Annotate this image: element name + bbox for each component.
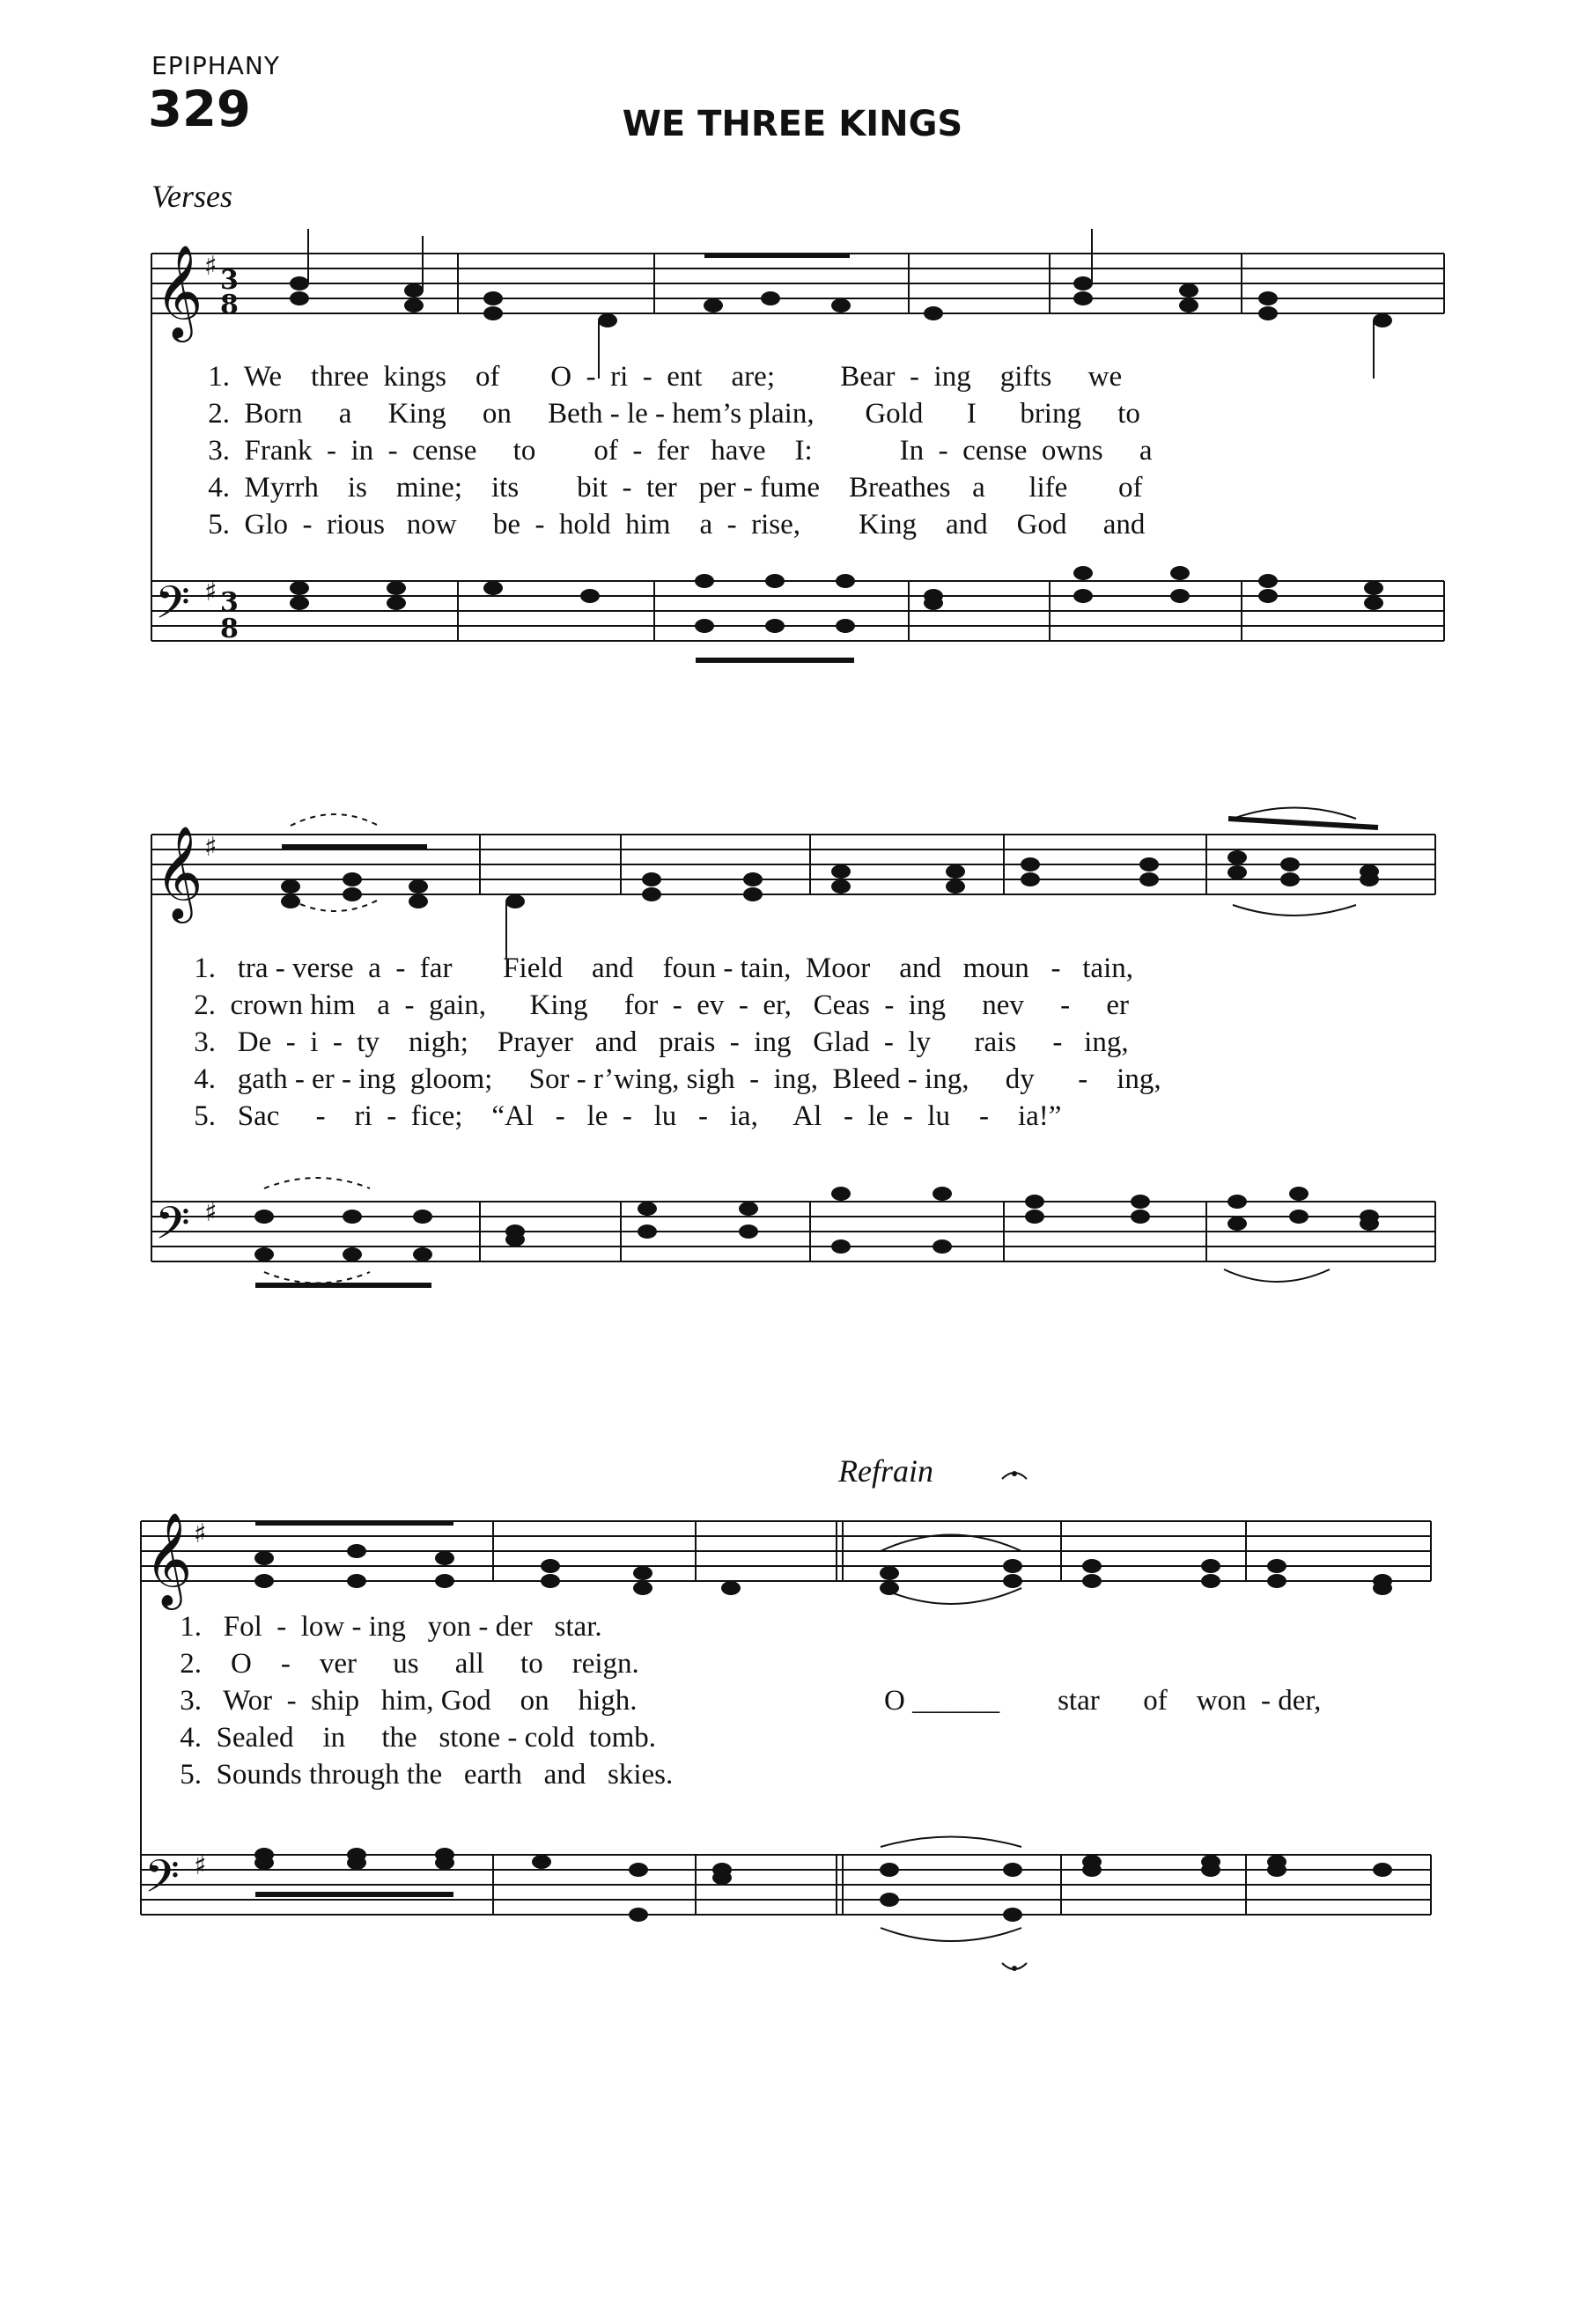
hymn-number: 329 <box>148 81 251 138</box>
svg-text:8: 8 <box>220 290 239 320</box>
svg-text:𝄞: 𝄞 <box>155 244 203 338</box>
svg-text:♯: ♯ <box>204 832 217 863</box>
verse-3-line-1: 3. Frank - in - cense to of - fer have I: In - cense owns a <box>201 435 1153 467</box>
svg-text:♯: ♯ <box>194 1850 207 1881</box>
svg-text:3: 3 <box>220 265 239 296</box>
refrain-heading: Refrain <box>838 1453 933 1489</box>
svg-text:𝄞: 𝄞 <box>144 1511 193 1606</box>
svg-text:8: 8 <box>220 614 239 644</box>
svg-text:♯: ♯ <box>204 251 217 282</box>
verse-4-line-1: 4. Myrrh is mine; its bit - ter per - fume Breathes a life of <box>201 472 1143 504</box>
svg-text:♯: ♯ <box>204 577 217 607</box>
refrain-line: O ______ star of won - der, <box>884 1685 1322 1717</box>
verse-2-line-1: 2. Born a King on Beth - le - hem’s plain, Gold I bring to <box>201 398 1140 430</box>
verse-5-line-1: 5. Glo - rious now be - hold him a - rise, King and God and <box>201 509 1146 541</box>
verse-1-line-1: 1. We three kings of O - ri - ent are; Bear - ing gifts we <box>201 361 1123 393</box>
svg-text:𝄢: 𝄢 <box>155 1196 190 1261</box>
verse-5-line-2: 5. Sac - ri - fice; “Al - le - lu - ia, Al - le - lu - ia!” <box>187 1100 1062 1132</box>
verses-heading: Verses <box>151 179 232 214</box>
verse-1-line-2: 1. tra - verse a - far Field and foun - tain, Moor and moun - tain, <box>187 952 1133 984</box>
verse-5-line-3: 5. Sounds through the earth and skies. <box>173 1759 674 1791</box>
verse-2-line-3: 2. O - ver us all to reign. <box>173 1648 639 1680</box>
svg-text:𝄞: 𝄞 <box>155 825 203 919</box>
section-label: EPIPHANY <box>151 51 280 80</box>
svg-text:𝄢: 𝄢 <box>155 576 190 640</box>
svg-text:3: 3 <box>220 587 239 618</box>
svg-text:♯: ♯ <box>194 1519 207 1549</box>
verse-3-line-2: 3. De - i - ty nigh; Prayer and prais - ing Glad - ly rais - ing, <box>187 1026 1129 1058</box>
verse-4-line-2: 4. gath - er - ing gloom; Sor - r’wing, sigh - ing, Bleed - ing, dy - ing, <box>187 1063 1161 1095</box>
hymn-title: WE THREE KINGS <box>622 104 963 144</box>
verse-4-line-3: 4. Sealed in the stone - cold tomb. <box>173 1722 656 1754</box>
svg-text:♯: ♯ <box>204 1197 217 1228</box>
verse-2-line-2: 2. crown him a - gain, King for - ev - er, Ceas - ing nev - er <box>187 989 1130 1021</box>
verse-3-line-3: 3. Wor - ship him, God on high. <box>173 1685 638 1717</box>
svg-text:𝄢: 𝄢 <box>144 1850 180 1914</box>
verse-1-line-3: 1. Fol - low - ing yon - der star. <box>173 1611 602 1643</box>
